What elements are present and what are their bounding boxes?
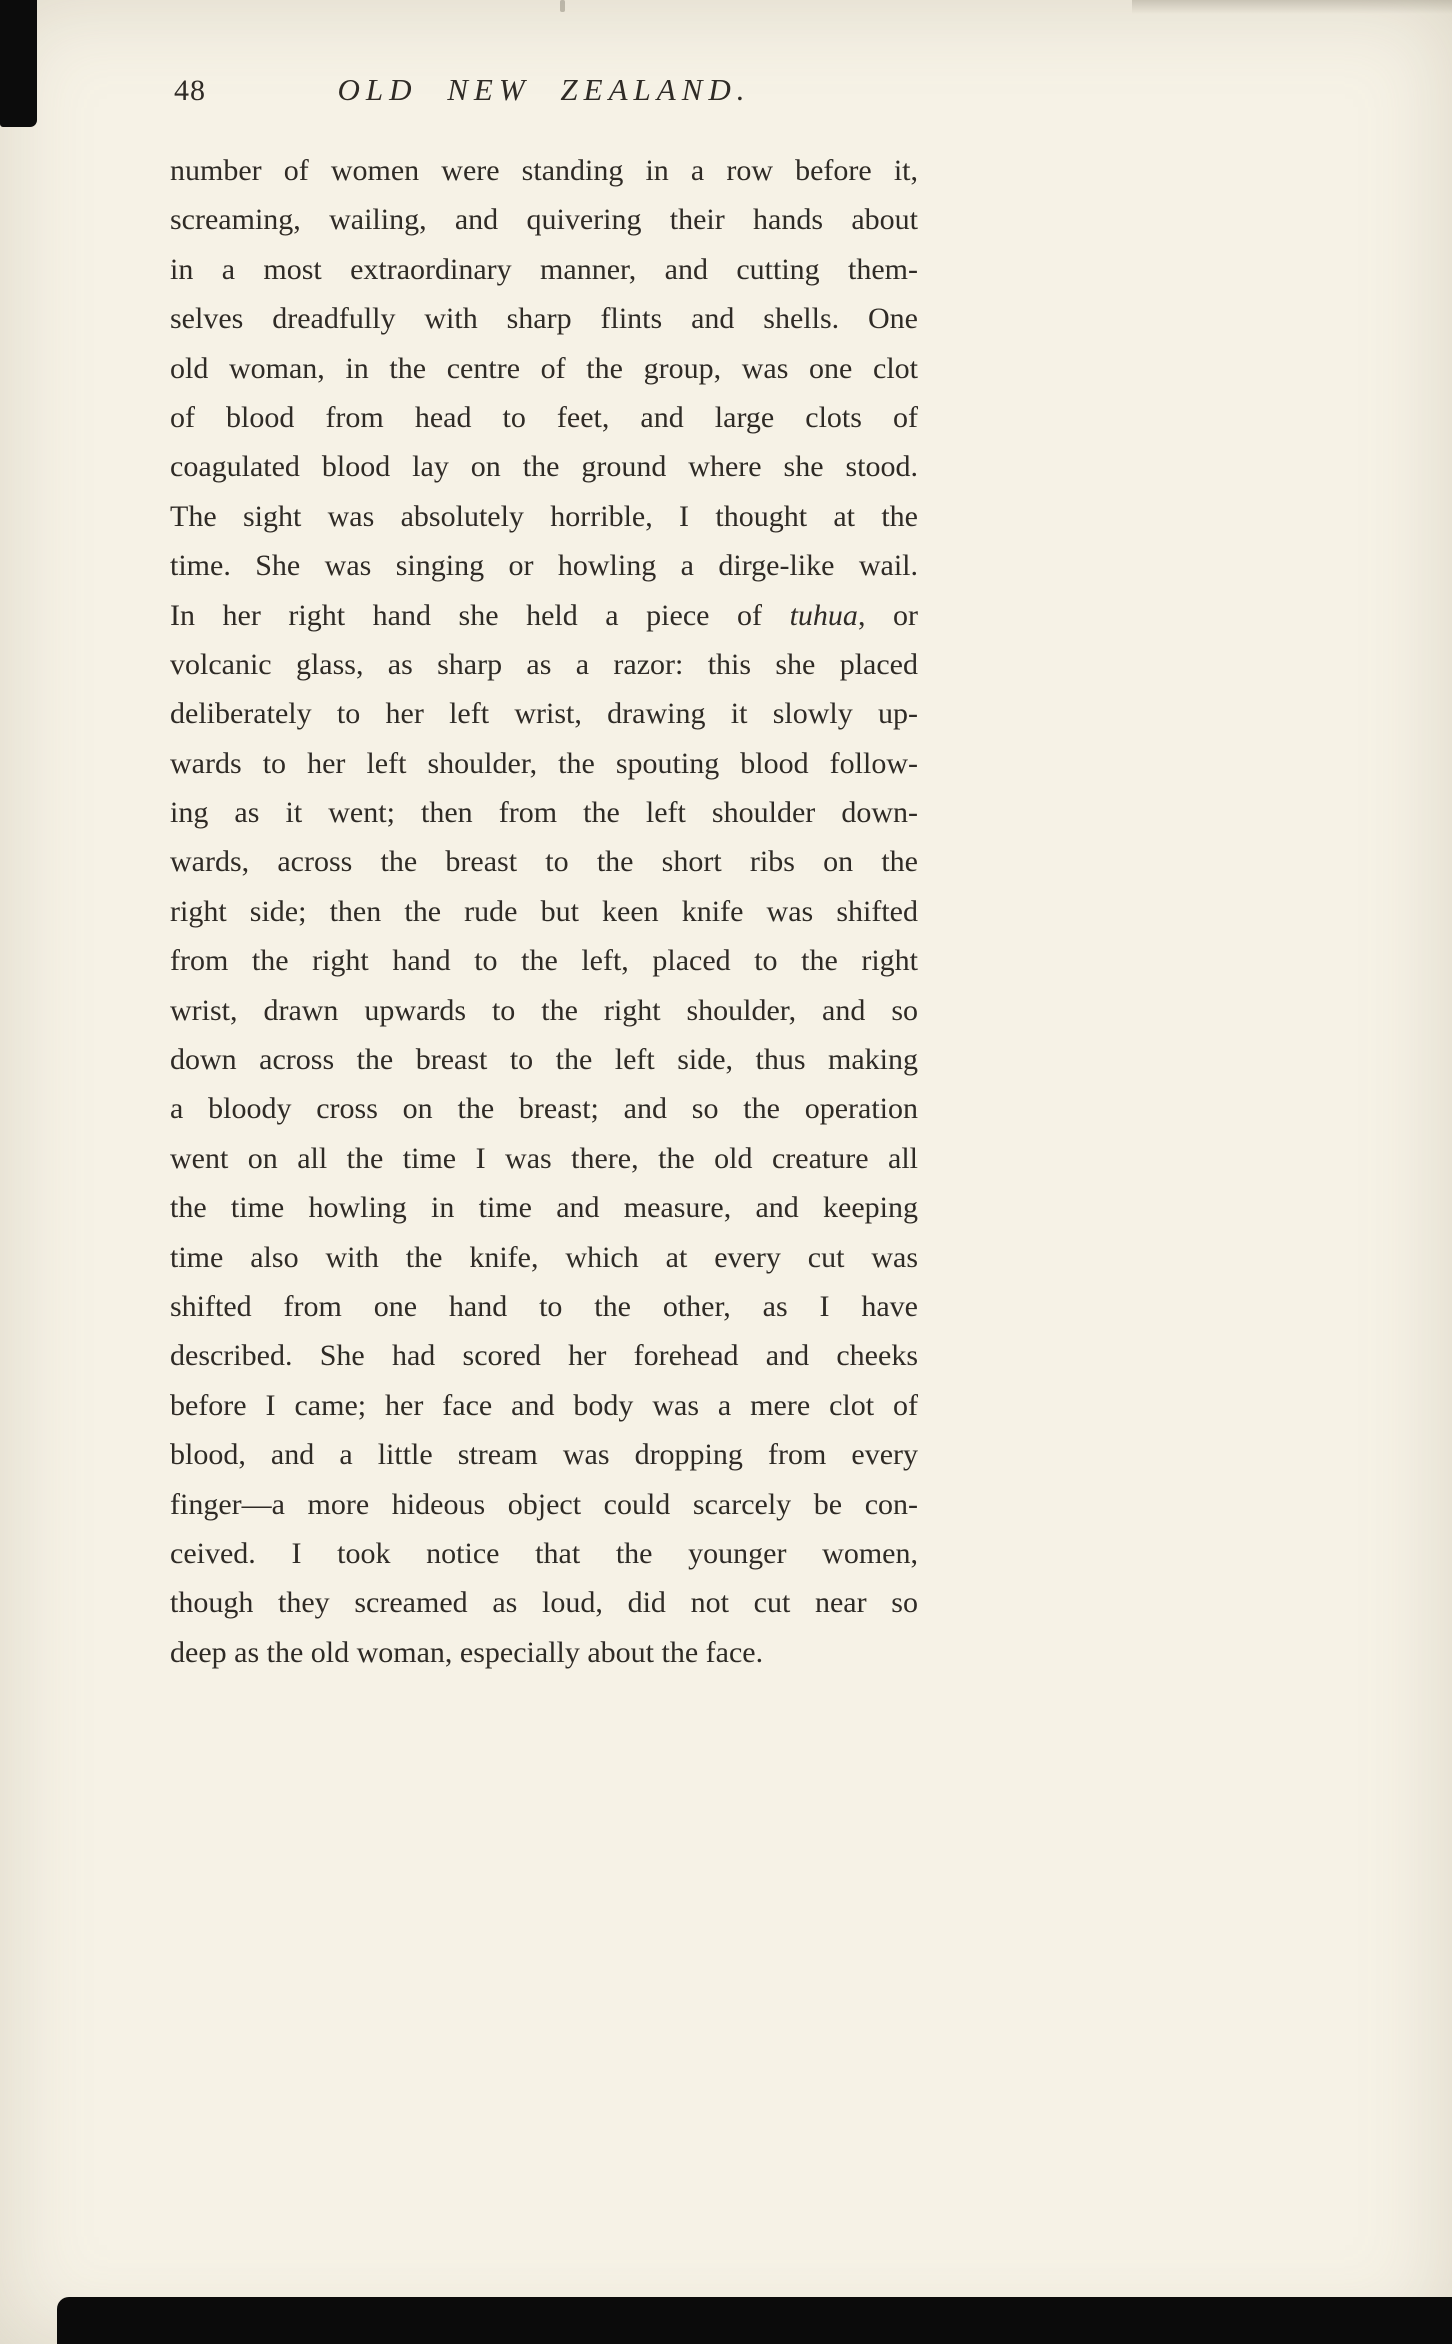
body-line: [170, 689, 918, 738]
body-line: [170, 1084, 918, 1133]
body-line: [170, 1134, 918, 1183]
body-line: [170, 1578, 918, 1627]
body-line: [170, 788, 918, 837]
body-line: [170, 640, 918, 689]
text-segment: from the right hand to the left, placed to the right: [170, 944, 918, 978]
body-line: [170, 1430, 918, 1479]
text-segment: deliberately to her left wrist, drawing it slowly up-: [170, 697, 918, 731]
text-segment: ing as it went; then from the left shoulder down-: [170, 796, 918, 830]
body-line: [170, 887, 918, 936]
body-line: [170, 1035, 918, 1084]
text-segment: The sight was absolutely horrible, I thought at the: [170, 499, 918, 533]
body-line: [170, 442, 918, 491]
body-line: [170, 1628, 918, 1677]
scan-speck: [560, 0, 565, 12]
running-title: OLD NEW ZEALAND.: [337, 72, 751, 107]
text-segment: wrist, drawn upwards to the right shoulder, and so: [170, 993, 918, 1027]
text-segment: down across the breast to the left side, thus making: [170, 1043, 918, 1077]
text-segment: went on all the time I was there, the old creature all: [170, 1141, 918, 1175]
text-segment: selves dreadfully with sharp flints and shells. One: [170, 302, 918, 336]
body-line: [170, 393, 918, 442]
body-line: [170, 245, 918, 294]
body-line: [170, 492, 918, 541]
scan-artifact-top-left: [0, 0, 37, 127]
text-segment: In her right hand she held a piece of: [170, 598, 790, 632]
body-line: [170, 344, 918, 393]
body-line: [170, 1183, 918, 1232]
text-segment: a bloody cross on the breast; and so the operation: [170, 1092, 918, 1126]
body-line: [170, 936, 918, 985]
italic-word: tuhua: [789, 598, 858, 632]
text-segment: ceived. I took notice that the younger women,: [170, 1536, 918, 1570]
body-line: [170, 1233, 918, 1282]
text-segment: time. She was singing or howling a dirge-like wail.: [170, 549, 918, 583]
body-line: [170, 837, 918, 886]
text-segment: number of women were standing in a row before it,: [170, 154, 918, 187]
text-segment: though they screamed as loud, did not cut near so: [170, 1586, 918, 1620]
body-line: [170, 986, 918, 1035]
text-segment: volcanic glass, as sharp as a razor: this she placed: [170, 647, 918, 681]
text-segment: blood, and a little stream was dropping from every: [170, 1438, 918, 1472]
text-segment: time also with the knife, which at every cut was: [170, 1240, 918, 1274]
body-line: [170, 591, 918, 640]
text-segment: in a most extraordinary manner, and cutting them-: [170, 252, 918, 286]
body-line: [170, 146, 918, 195]
text-segment: coagulated blood lay on the ground where she stood.: [170, 450, 918, 484]
scan-shadow-top-right: [1132, 0, 1452, 14]
text-segment: wards to her left shoulder, the spouting blood follow-: [170, 746, 918, 780]
text-segment: of blood from head to feet, and large clots of: [170, 400, 918, 434]
body-line: [170, 294, 918, 343]
text-segment: before I came; her face and body was a mere clot of: [170, 1388, 918, 1422]
text-segment: wards, across the breast to the short ribs on the: [170, 845, 918, 879]
body-line: [170, 195, 918, 244]
body-text: [170, 146, 918, 1677]
text-segment: finger—a more hideous object could scarcely be con-: [170, 1487, 918, 1521]
text-segment: shifted from one hand to the other, as I have: [170, 1289, 918, 1323]
body-line: [170, 541, 918, 590]
body-line: [170, 739, 918, 788]
text-segment: described. She had scored her forehead and cheeks: [170, 1339, 918, 1373]
body-line: [170, 1282, 918, 1331]
scan-artifact-bottom: [57, 2297, 1452, 2344]
body-line: [170, 1480, 918, 1529]
body-line: [170, 1381, 918, 1430]
page-header: [170, 70, 918, 114]
text-segment: right side; then the rude but keen knife was shifted: [170, 894, 918, 928]
text-segment: deep as the old woman, especially about the face.: [170, 1635, 764, 1669]
page-number: 48: [174, 74, 206, 107]
text-segment: old woman, in the centre of the group, was one clot: [170, 351, 918, 385]
body-line: [170, 1331, 918, 1380]
body-line: [170, 1529, 918, 1578]
text-segment: the time howling in time and measure, and keeping: [170, 1191, 918, 1225]
text-segment: screaming, wailing, and quivering their hands about: [170, 203, 918, 237]
text-segment: , or: [857, 598, 918, 632]
